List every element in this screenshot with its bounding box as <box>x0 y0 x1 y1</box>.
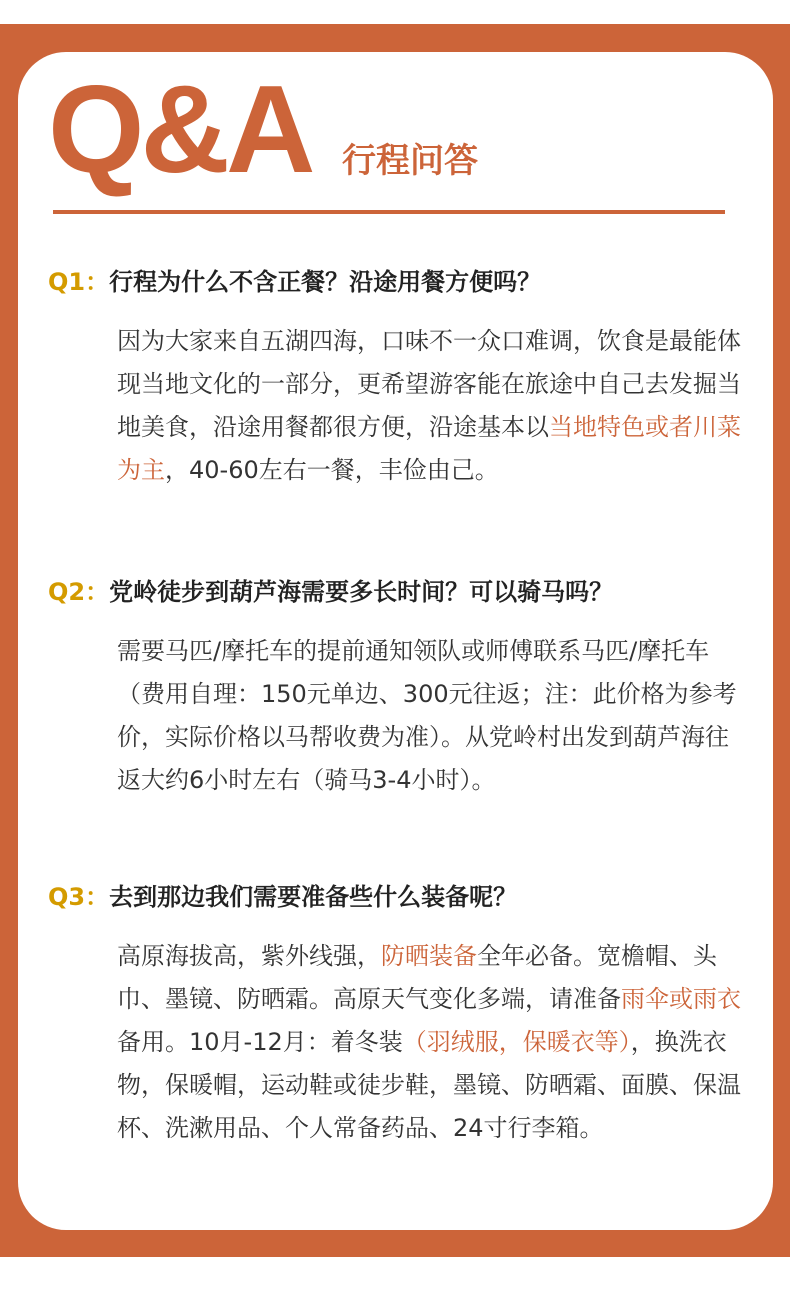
answer-highlight: 防晒装备 <box>381 942 477 970</box>
question-3 <box>48 883 517 912</box>
answer-text: 高原海拔高，紫外线强， <box>117 942 381 970</box>
answer-text: 需要马匹/摩托车的提前通知领队或师傅联系马匹/摩托车（费用自理：150元单边、300元往返；注：此价格为参考价，实际价格以马帮收费为准）。从党岭村出发到葫芦海往返大约6小时左右（骑马3-4小时）。 <box>117 637 737 794</box>
title-divider <box>53 210 725 214</box>
answer-text: 全年必备。宽檐帽、头巾、墨镜、防晒霜。高原天气变化多端，请准备 <box>117 942 717 1013</box>
answer-text: 备用。10月-12月：着冬装 <box>117 1028 403 1056</box>
answer-highlight: 当地特色或者川菜为主 <box>117 413 741 484</box>
answer-3 <box>117 935 749 1150</box>
answer-highlight: 雨伞或雨衣 <box>621 985 741 1013</box>
page-title: Q&A <box>48 61 312 199</box>
answer-2 <box>117 630 749 802</box>
answer-1 <box>117 320 749 492</box>
question-1 <box>48 268 541 297</box>
answer-text: 因为大家来自五湖四海，口味不一众口难调，饮食是最能体现当地文化的一部分，更希望游客能在旅途中自己去发掘当地美食，沿途用餐都很方便，沿途基本以 <box>117 327 741 441</box>
question-separator: ： <box>85 883 110 911</box>
question-separator: ： <box>85 578 110 606</box>
answer-text: ，40-60左右一餐，丰俭由己。 <box>165 456 499 484</box>
question-number: Q1 <box>48 268 86 296</box>
question-number: Q3 <box>48 883 86 911</box>
question-separator: ： <box>85 268 110 296</box>
page-subtitle: 行程问答 <box>342 141 478 181</box>
question-text: 行程为什么不含正餐？沿途用餐方便吗？ <box>109 268 542 296</box>
question-2 <box>48 578 613 607</box>
answer-text: ，换洗衣物，保暖帽，运动鞋或徒步鞋，墨镜、防晒霜、面膜、保温杯、洗漱用品、个人常备药品、24寸行李箱。 <box>117 1028 741 1142</box>
answer-highlight: （羽绒服，保暖衣等） <box>402 1028 631 1056</box>
question-number: Q2 <box>48 578 86 606</box>
question-text: 去到那边我们需要准备些什么装备呢？ <box>109 883 518 911</box>
question-text: 党岭徒步到葫芦海需要多长时间？可以骑马吗？ <box>109 578 614 606</box>
